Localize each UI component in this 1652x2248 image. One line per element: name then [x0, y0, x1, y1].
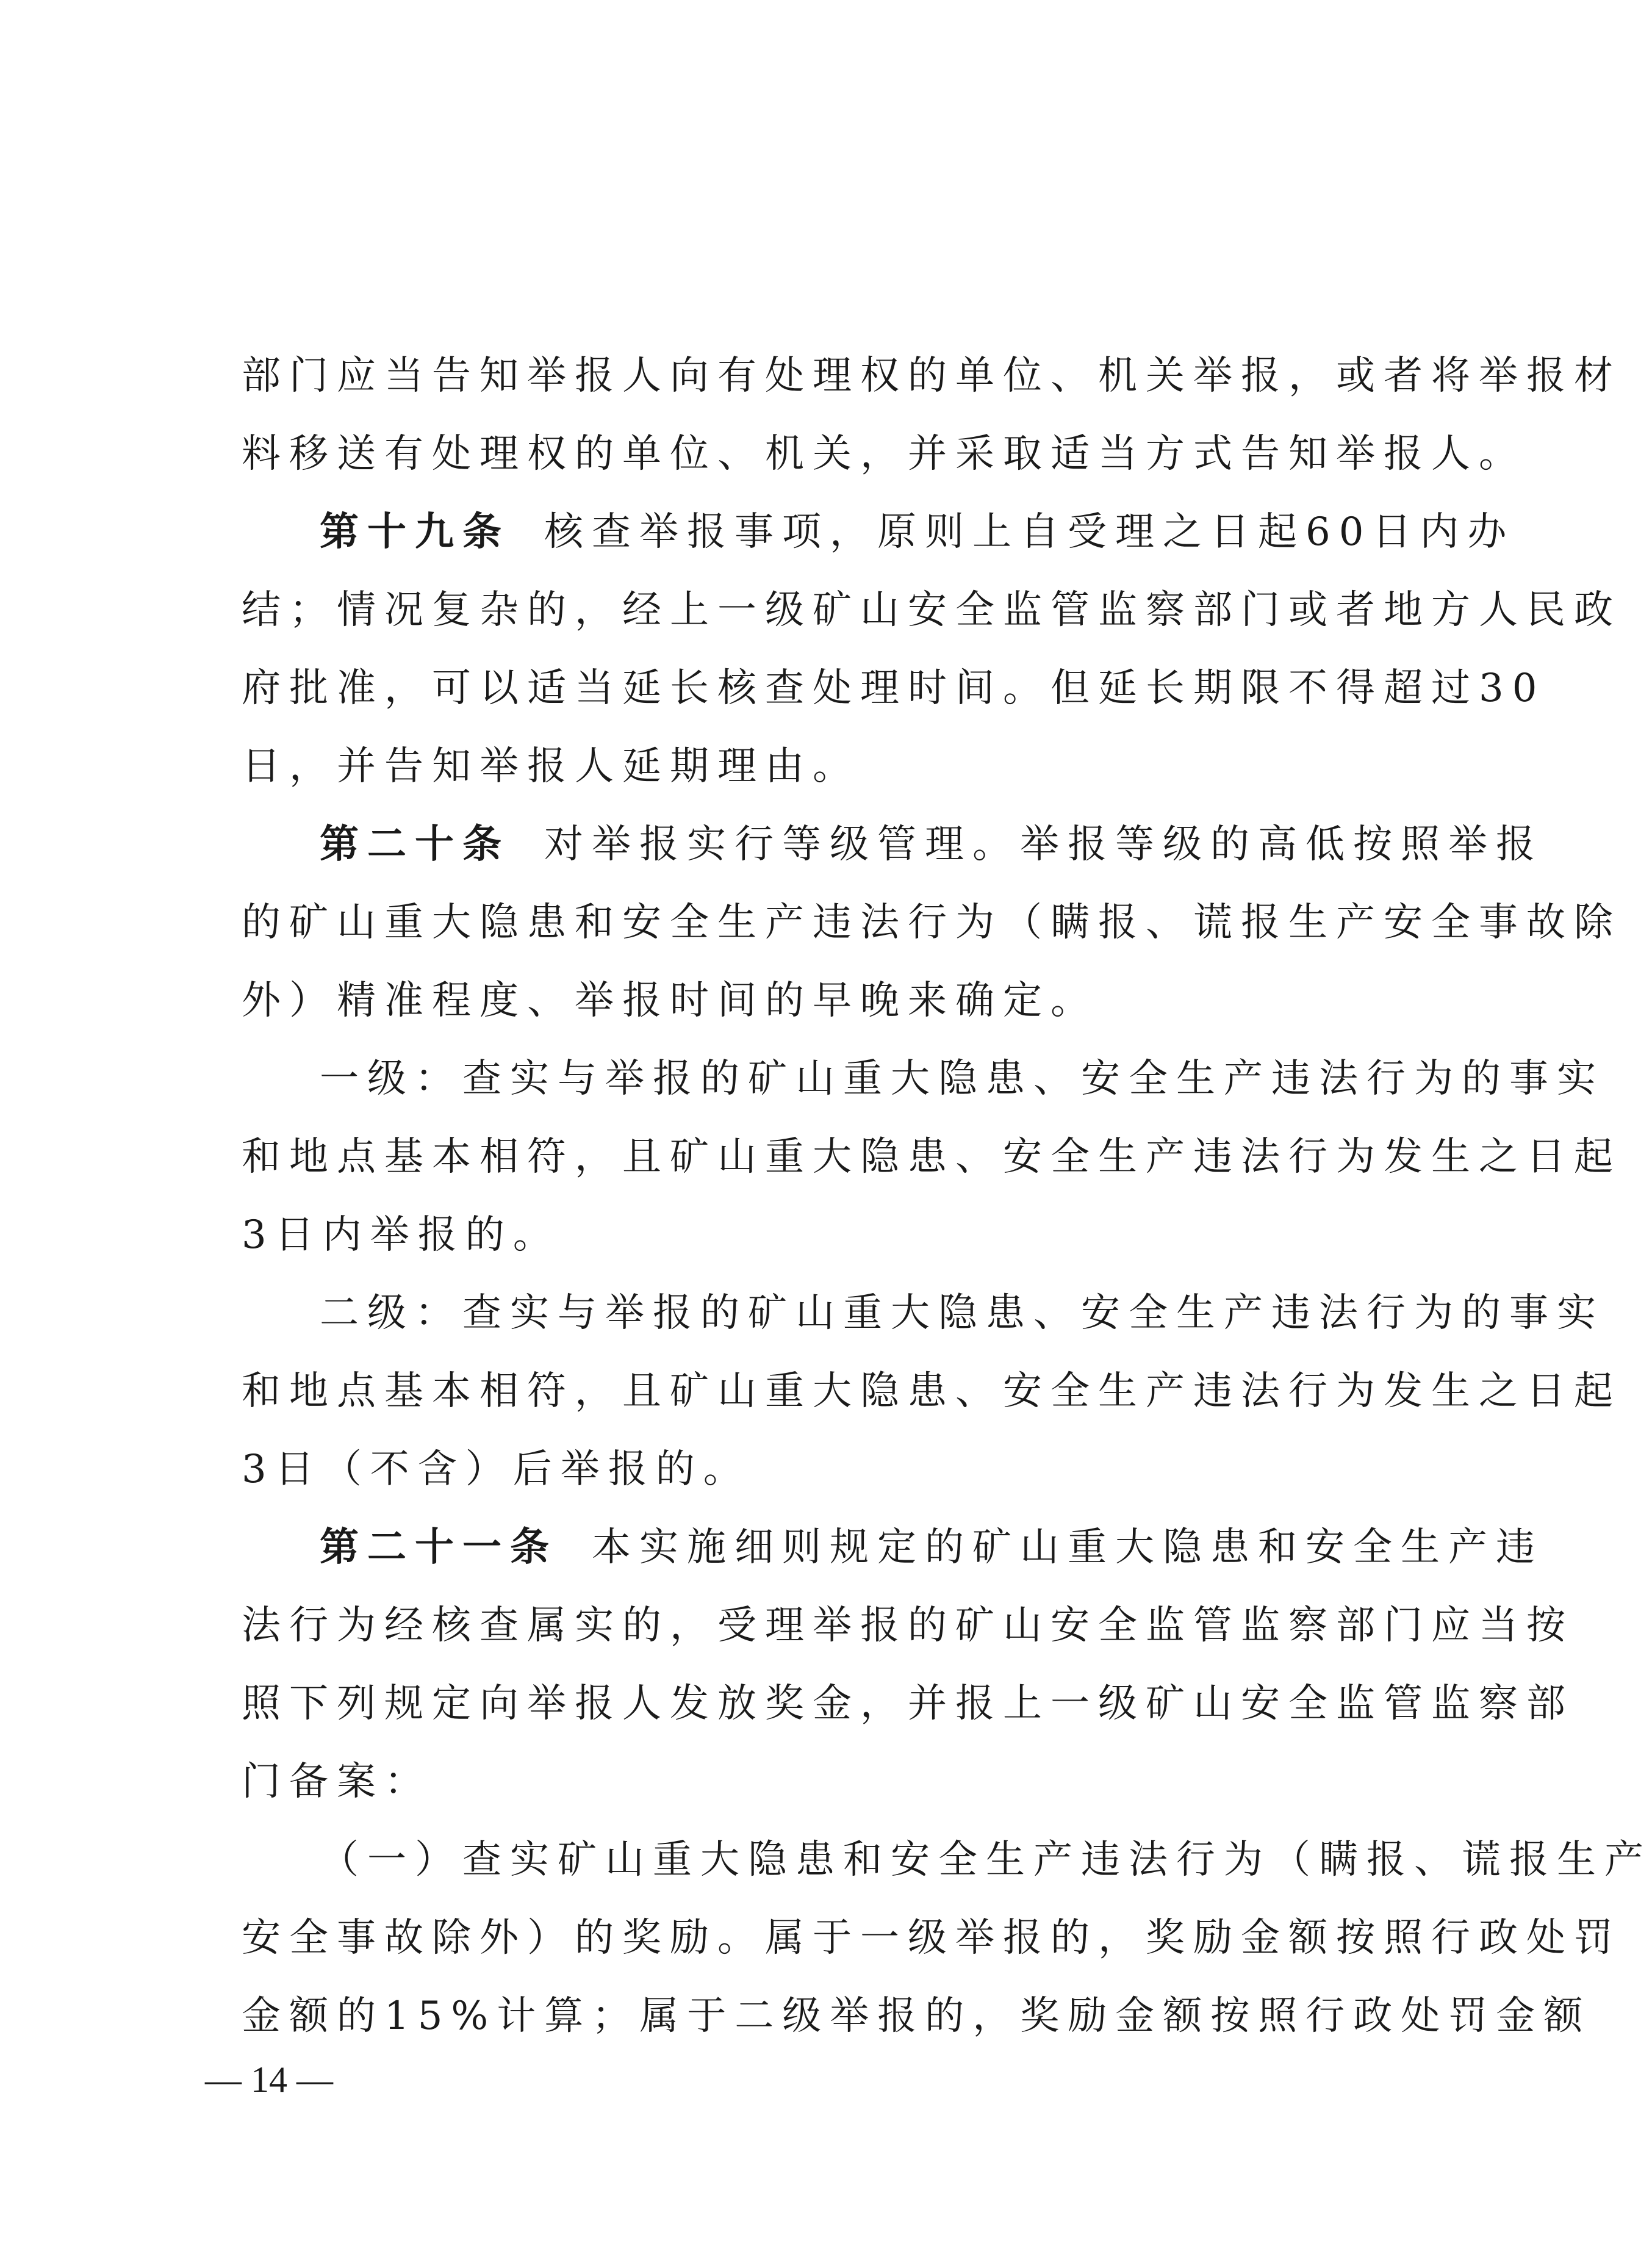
line-text: 一级：查实与举报的矿山重大隐患、安全生产违法行为的事实 [320, 1056, 1604, 1101]
line-text: 外）精准程度、举报时间的早晚来确定。 [242, 978, 1098, 1023]
text-line [242, 1665, 1574, 1743]
text-line [242, 1587, 1574, 1665]
line-text: 二级：查实与举报的矿山重大隐患、安全生产违法行为的事实 [320, 1291, 1604, 1336]
line-text: 门备案： [242, 1759, 432, 1804]
article-20-heading-line [242, 805, 1543, 884]
text-line [242, 1743, 1364, 1821]
level-one-line [242, 1040, 1604, 1118]
text-line [242, 649, 1546, 727]
item-one-line [242, 1821, 1652, 1899]
line-text: （一）查实矿山重大隐患和安全生产违法行为（瞒报、谎报生产 [320, 1837, 1652, 1882]
line-text: 料移送有处理权的单位、机关，并采取适当方式告知举报人。 [242, 431, 1526, 477]
line-text: 和地点基本相符，且矿山重大隐患、安全生产违法行为发生之日起 [242, 1134, 1621, 1180]
text-line [242, 1352, 1621, 1430]
text-line [242, 727, 1364, 805]
line-text: 3日内举报的。 [242, 1212, 561, 1258]
article-number: 第十九条 [320, 510, 510, 555]
line-text: 府批准，可以适当延长核查处理时间。但延长期限不得超过30 [242, 666, 1546, 711]
text-line [242, 1196, 1364, 1274]
line-text: 部门应当告知举报人向有处理权的单位、机关举报，或者将举报材 [242, 353, 1621, 398]
text-line [242, 571, 1621, 649]
line-text: 法行为经核查属实的，受理举报的矿山安全监管监察部门应当按 [242, 1603, 1574, 1648]
text-line [242, 1977, 1592, 2055]
line-text: 结；情况复杂的，经上一级矿山安全监管监察部门或者地方人民政 [242, 588, 1621, 633]
line-text: 照下列规定向举报人发放奖金，并报上一级矿山安全监管监察部 [242, 1681, 1574, 1726]
line-text: 金额的15%计算；属于二级举报的，奖励金额按照行政处罚金额 [242, 1994, 1592, 2039]
line-text: 日，并告知举报人延期理由。 [242, 744, 860, 789]
text-line [242, 415, 1526, 493]
body-text [242, 337, 1652, 2055]
article-number: 第二十条 [320, 822, 510, 867]
text-line [242, 1118, 1621, 1196]
line-text: 本实施细则规定的矿山重大隐患和安全生产违 [592, 1525, 1543, 1570]
article-19-heading-line [242, 493, 1515, 571]
article-21-heading-line [242, 1508, 1543, 1587]
line-text: 对举报实行等级管理。举报等级的高低按照举报 [544, 822, 1543, 867]
text-line [242, 337, 1621, 415]
article-number: 第二十一条 [320, 1525, 558, 1570]
page-number: — 14 — [205, 2059, 333, 2100]
text-line [242, 884, 1621, 962]
level-two-line [242, 1274, 1604, 1352]
text-line [242, 1430, 1364, 1508]
text-line [242, 962, 1364, 1040]
line-text: 和地点基本相符，且矿山重大隐患、安全生产违法行为发生之日起 [242, 1369, 1621, 1414]
line-text: 的矿山重大隐患和安全生产违法行为（瞒报、谎报生产安全事故除 [242, 900, 1621, 945]
line-text: 3日（不含）后举报的。 [242, 1447, 751, 1492]
text-line [242, 1899, 1621, 1977]
line-text: 核查举报事项，原则上自受理之日起60日内办 [544, 510, 1515, 555]
line-text: 安全事故除外）的奖励。属于一级举报的，奖励金额按照行政处罚 [242, 1915, 1621, 1961]
